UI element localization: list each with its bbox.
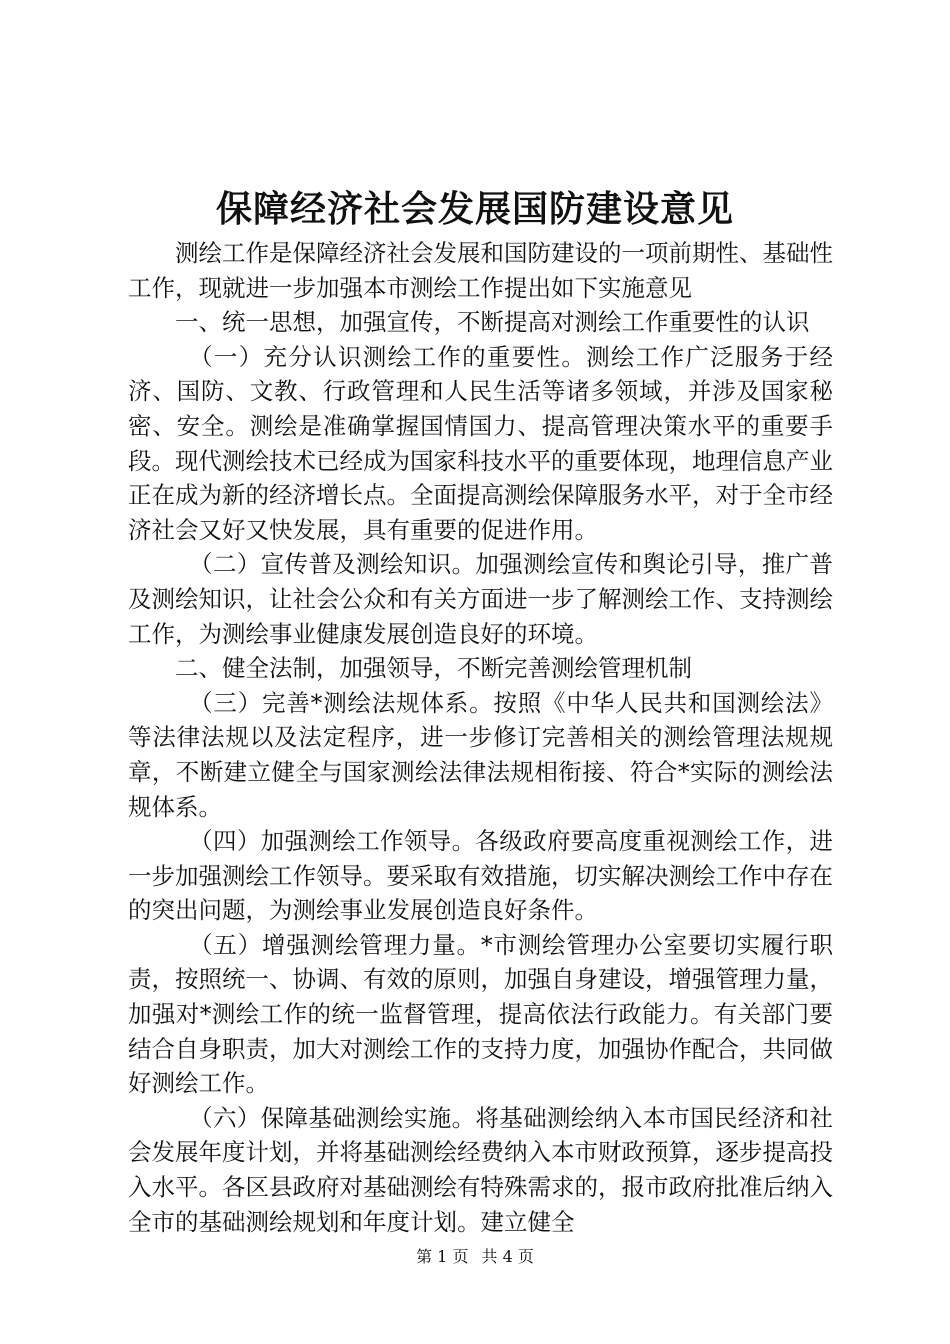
clause-6-paragraph: （六）保障基础测绘实施。将基础测绘纳入本市国民经济和社会发展年度计划，并将基础测绘经费纳入本市财政预算，逐步提高投入水平。各区县政府对基础测绘有特殊需求的，报市政府批准后纳入全市的基础测绘规划和年度计划。建立健全 [128,1103,833,1236]
page-number: 第 1 页 [416,1247,469,1266]
page-footer [0,1246,950,1268]
page-total: 共 4 页 [481,1247,534,1266]
intro-paragraph: 测绘工作是保障经济社会发展和国防建设的一项前期性、基础性工作，现就进一步加强本市测绘工作提出如下实施意见 [128,239,833,302]
section-heading-2: 二、健全法制，加强领导，不断完善测绘管理机制 [175,654,692,683]
document-title: 保障经济社会发展国防建设意见 [215,188,734,230]
clause-2-paragraph: （二）宣传普及测绘知识。加强测绘宣传和舆论引导，推广普及测绘知识，让社会公众和有关方面进一步了解测绘工作、支持测绘工作，为测绘事业健康发展创造良好的环境。 [128,550,833,648]
document-body [128,236,833,1239]
clause-5-paragraph: （五）增强测绘管理力量。*市测绘管理办公室要切实履行职责，按照统一、协调、有效的原则，加强自身建设，增强管理力量，加强对*测绘工作的统一监督管理，提高依法行政能力。有关部门要结合自身职责，加大对测绘工作的支持力度，加强协作配合，共同做好测绘工作。 [128,930,833,1098]
clause-4-paragraph: （四）加强测绘工作领导。各级政府要高度重视测绘工作，进一步加强测绘工作领导。要采取有效措施，切实解决测绘工作中存在的突出问题，为测绘事业发展创造良好条件。 [128,827,833,925]
clause-1-paragraph: （一）充分认识测绘工作的重要性。测绘工作广泛服务于经济、国防、文教、行政管理和人民生活等诸多领域，并涉及国家秘密、安全。测绘是准确掌握国情国力、提高管理决策水平的重要手段。现代测绘技术已经成为国家科技水平的重要体现，地理信息产业正在成为新的经济增长点。全面提高测绘保障服务水平，对于全市经济社会又好又快发展，具有重要的促进作用。 [128,342,833,544]
clause-3-paragraph: （三）完善*测绘法规体系。按照《中华人民共和国测绘法》等法律法规以及法定程序，进一步修订完善相关的测绘管理法规规章，不断建立健全与国家测绘法律法规相衔接、符合*实际的测绘法规体系。 [128,688,833,821]
section-heading-1: 一、统一思想，加强宣传，不断提高对测绘工作重要性的认识 [175,308,810,337]
